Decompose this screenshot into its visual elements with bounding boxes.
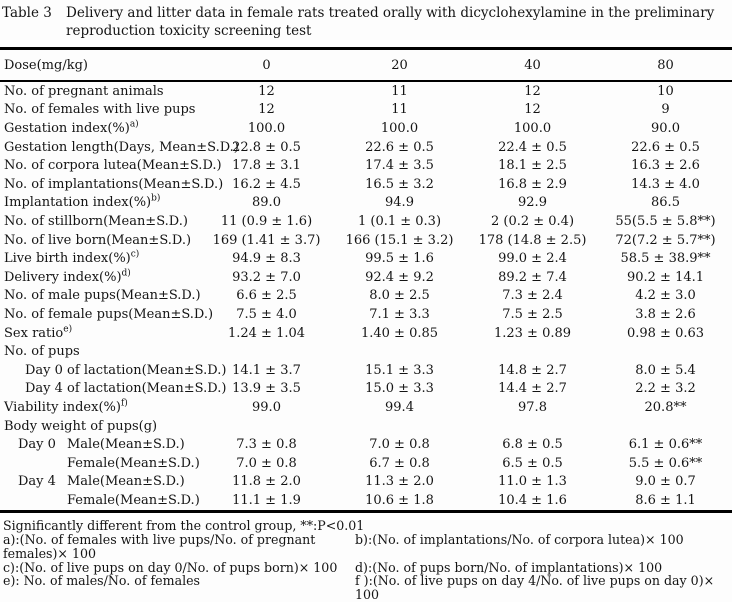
value-cell: 7.0 ± 0.8 [236,455,297,471]
row-label [0,101,200,120]
footnote-marker: f) [120,398,128,409]
parameter-label: No. of female pups(Mean±S.D.) [4,307,214,323]
parameter-label: Body weight of pups(g) [4,418,158,434]
value-cell: 100.0 [380,121,419,137]
table-row [0,268,732,287]
footnote-line [3,533,732,560]
footnote-marker: a) [129,119,139,130]
header-row [0,49,732,82]
value-cell: 20.8** [644,399,687,415]
value-cell: 11.1 ± 1.9 [232,492,301,508]
dose-column-header: 0 [262,57,271,73]
footnote-right: d):(No. of pups born/No. of implantations)× 100 [355,559,663,575]
value-cell: 12 [524,83,541,99]
parameter-label: Female(Mean±S.D.) [67,455,200,471]
footnote-right: b):(No. of implantations/No. of corpora lutea)× 100 [355,532,684,548]
value-cell: 2.2 ± 3.2 [635,381,696,397]
value-cell [333,342,466,361]
value-cell: 99.0 ± 2.4 [498,251,567,267]
value-cell: 89.0 [252,195,281,211]
value-cell: 17.8 ± 3.1 [232,158,301,174]
value-cell: 8.0 ± 5.4 [635,362,696,378]
value-cell: 11 [391,83,408,99]
day-label: Day 4 [18,474,56,490]
table-row [0,119,732,138]
row-label [0,473,200,492]
row-label [0,156,222,175]
value-cell: 16.3 ± 2.6 [631,158,700,174]
table-row [0,194,732,213]
parameter-label: Live birth index(%) [4,251,131,267]
value-cell: 22.4 ± 0.5 [498,139,567,155]
parameter-label: Implantation index(%) [4,195,152,211]
value-cell: 14.3 ± 4.0 [631,176,700,192]
value-cell: 94.9 [385,195,414,211]
parameter-label: Viability index(%) [4,399,121,415]
footnote-marker: d) [121,268,131,279]
row-label [0,417,200,436]
value-cell: 18.1 ± 2.5 [498,158,567,174]
value-cell: 178 (14.8 ± 2.5) [478,232,587,248]
parameter-label: Male(Mean±S.D.) [67,437,185,453]
parameter-label: No. of stillborn(Mean±S.D.) [4,214,188,230]
value-cell: 22.8 ± 0.5 [232,139,301,155]
value-cell [333,417,466,436]
value-cell: 10.4 ± 1.6 [498,492,567,508]
parameter-label: Female(Mean±S.D.) [67,492,200,508]
table-body [0,81,732,511]
parameter-label: No. of corpora lutea(Mean±S.D.) [4,158,222,174]
parameter-label: No. of implantations(Mean±S.D.) [4,176,224,192]
row-label [0,324,200,343]
value-cell [599,342,732,361]
dose-column-header: 20 [391,57,408,73]
value-cell [466,417,599,436]
value-cell: 86.5 [651,195,680,211]
section-row [0,417,732,436]
parameter-label: No. of pregnant animals [4,83,164,99]
value-cell: 14.8 ± 2.7 [498,362,567,378]
value-cell: 14.4 ± 2.7 [498,381,567,397]
footnote-marker: b) [151,194,161,205]
footnote-left: a):(No. of females with live pups/No. of pregnant females)× 100 [3,532,316,561]
value-cell: 92.9 [518,195,547,211]
value-cell: 3.8 ± 2.6 [635,307,696,323]
value-cell: 2 (0.2 ± 0.4) [490,214,575,230]
value-cell: 1 (0.1 ± 0.3) [357,214,442,230]
parameter-label: Sex ratio [4,325,64,341]
row-label [0,138,239,157]
value-cell: 90.2 ± 14.1 [626,269,705,285]
table-row [0,156,732,175]
value-cell: 8.0 ± 2.5 [369,288,430,304]
value-cell: 16.5 ± 3.2 [365,176,434,192]
table-row [0,361,732,380]
value-cell [599,417,732,436]
value-cell: 8.6 ± 1.1 [635,492,696,508]
value-cell: 15.1 ± 3.3 [365,362,434,378]
parameter-label: Day 0 of lactation(Mean±S.D.) [25,362,227,378]
table-row [0,398,732,417]
row-label [0,361,227,380]
row-label [0,175,224,194]
value-cell: 99.5 ± 1.6 [365,251,434,267]
parameter-label: Day 4 of lactation(Mean±S.D.) [25,381,227,397]
table-row [0,249,732,268]
parameter-label: Gestation index(%) [4,121,130,137]
value-cell: 6.8 ± 0.5 [502,437,563,453]
value-cell: 6.7 ± 0.8 [369,455,430,471]
value-cell: 17.4 ± 3.5 [365,158,434,174]
value-cell: 6.1 ± 0.6** [628,437,703,453]
value-cell: 7.0 ± 0.8 [369,437,430,453]
row-label [0,435,200,454]
table-row [0,454,732,473]
value-cell: 58.5 ± 38.9** [620,251,711,267]
table-row [0,305,732,324]
value-cell: 92.4 ± 9.2 [365,269,434,285]
value-cell: 99.0 [252,399,281,415]
footnote-left: c):(No. of live pups on day 0/No. of pups born)× 100 [3,559,338,575]
value-cell: 166 (15.1 ± 3.2) [345,232,454,248]
value-cell: 9 [661,102,670,118]
data-table [0,47,732,513]
table-row [0,81,732,101]
row-label [0,194,200,213]
table-row [0,287,732,306]
footnote-line [3,574,732,601]
row-label [0,212,200,231]
value-cell: 11 (0.9 ± 1.6) [220,214,313,230]
value-cell: 16.2 ± 4.5 [232,176,301,192]
value-cell: 93.2 ± 7.0 [232,269,301,285]
value-cell: 11.3 ± 2.0 [365,474,434,490]
dose-label: Dose(mg/kg) [4,57,88,73]
dose-column-header: 40 [524,57,541,73]
value-cell: 10.6 ± 1.8 [365,492,434,508]
dose-column-header: 80 [657,57,674,73]
row-label [0,119,200,138]
row-label [0,305,214,324]
value-cell: 14.1 ± 3.7 [232,362,301,378]
table-header [0,49,732,82]
value-cell: 5.5 ± 0.6** [628,455,703,471]
row-label [0,398,200,417]
table-number: Table 3 [2,5,52,21]
table-row [0,175,732,194]
value-cell: 169 (1.41 ± 3.7) [212,232,321,248]
row-label [0,287,200,306]
parameter-label: Delivery index(%) [4,269,122,285]
footnote-marker: c) [130,249,140,260]
value-cell [466,342,599,361]
value-cell: 12 [524,102,541,118]
footnote-right: f ):(No. of live pups on day 4/No. of live pups on day 0)× 100 [355,573,715,602]
footnote-left: e): No. of males/No. of females [3,573,201,589]
value-cell: 12 [258,83,275,99]
value-cell: 11 [391,102,408,118]
value-cell: 7.5 ± 4.0 [236,307,297,323]
value-cell: 1.40 ± 0.85 [360,325,439,341]
value-cell: 6.6 ± 2.5 [236,288,297,304]
row-label [0,81,200,101]
row-label [0,249,200,268]
value-cell: 0.98 ± 0.63 [626,325,705,341]
value-cell: 13.9 ± 3.5 [232,381,301,397]
table-row [0,491,732,511]
value-cell: 7.3 ± 2.4 [502,288,563,304]
table-title [0,0,732,40]
row-label [0,342,200,361]
row-label [0,268,200,287]
row-label [0,380,227,399]
table-row [0,138,732,157]
value-cell: 1.24 ± 1.04 [227,325,306,341]
footnotes [0,519,732,602]
day-label: Day 0 [18,437,56,453]
table-row [0,380,732,399]
table-row [0,435,732,454]
row-label [0,491,200,511]
table-row [0,231,732,250]
table-row [0,324,732,343]
caption-line-2: reproduction toxicity screening test [66,22,312,39]
value-cell [200,417,333,436]
value-cell: 89.2 ± 7.4 [498,269,567,285]
parameter-label: Male(Mean±S.D.) [67,474,185,490]
value-cell: 16.8 ± 2.9 [498,176,567,192]
parameter-label: No. of live born(Mean±S.D.) [4,232,192,248]
footnote-marker: e) [63,324,73,335]
value-cell: 99.4 [385,399,414,415]
table-row [0,473,732,492]
section-row [0,342,732,361]
caption-line-1: Delivery and litter data in female rats treated orally with dicyclohexylamine in the preliminary [66,5,715,21]
parameter-label: Gestation length(Days, Mean±S.D.) [4,139,239,155]
value-cell: 7.3 ± 0.8 [236,437,297,453]
value-cell: 100.0 [513,121,552,137]
value-cell: 6.5 ± 0.5 [502,455,563,471]
value-cell: 7.5 ± 2.5 [502,307,563,323]
value-cell [200,342,333,361]
value-cell: 22.6 ± 0.5 [631,139,700,155]
value-cell: 90.0 [651,121,680,137]
significance-note: Significantly different from the control group, **:P<0.01 [3,517,365,533]
value-cell: 4.2 ± 3.0 [635,288,696,304]
value-cell: 12 [258,102,275,118]
value-cell: 94.9 ± 8.3 [232,251,301,267]
table-caption [66,5,714,40]
value-cell: 9.0 ± 0.7 [635,474,696,490]
row-label [0,231,200,250]
row-label [0,454,200,473]
value-cell: 11.8 ± 2.0 [232,474,301,490]
value-cell: 55(5.5 ± 5.8**) [615,214,716,230]
value-cell: 7.1 ± 3.3 [369,307,430,323]
value-cell: 15.0 ± 3.3 [365,381,434,397]
value-cell: 10 [657,83,674,99]
table-row [0,101,732,120]
parameter-label: No. of male pups(Mean±S.D.) [4,288,201,304]
parameter-label: No. of pups [4,344,80,360]
footnote-line [3,561,732,575]
value-cell: 97.8 [518,399,547,415]
value-cell: 72(7.2 ± 5.7**) [615,232,716,248]
value-cell: 22.6 ± 0.5 [365,139,434,155]
value-cell: 100.0 [247,121,286,137]
parameter-label: No. of females with live pups [4,102,196,118]
value-cell: 1.23 ± 0.89 [493,325,572,341]
table-row [0,212,732,231]
value-cell: 11.0 ± 1.3 [498,474,567,490]
